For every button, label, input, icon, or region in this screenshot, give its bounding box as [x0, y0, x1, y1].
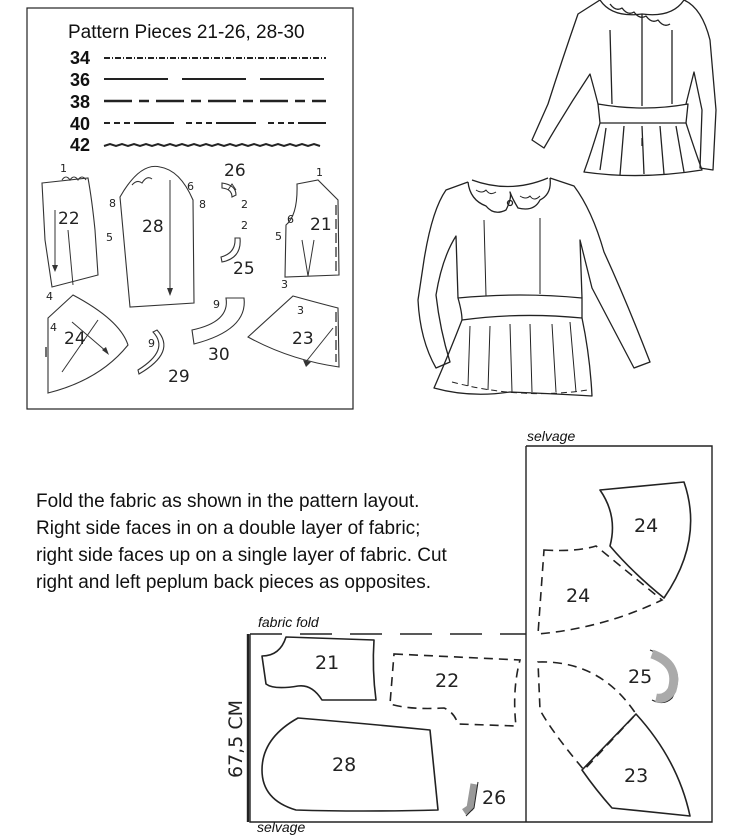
size-legend	[70, 48, 326, 155]
layout-piece-24-solid	[600, 482, 691, 598]
layout-piece-22-label: 22	[435, 670, 460, 692]
fabric-width-label: 67,5 CM	[225, 699, 247, 778]
layout-piece-26-shape	[464, 784, 474, 812]
piece-24-label: 24	[64, 329, 86, 349]
layout-piece-26-label: 26	[482, 787, 507, 809]
marker-3b: 3	[297, 304, 304, 317]
size-label-38: 38	[70, 92, 91, 112]
marker-4a: 4	[46, 290, 53, 303]
piece-30-thumb	[192, 298, 244, 365]
fabric-fold-label: fabric fold	[258, 614, 319, 630]
selvage-bottom-label: selvage	[257, 819, 306, 835]
panel-title: Pattern Pieces 21-26, 28-30	[68, 22, 305, 43]
piece-28-thumb	[109, 166, 206, 307]
marker-5b: 5	[275, 230, 282, 243]
layout-piece-28-label: 28	[332, 754, 357, 776]
marker-4b: 4	[50, 321, 57, 334]
layout-piece-23-dashed	[538, 662, 636, 770]
size-line-42	[104, 144, 320, 146]
layout-instructions	[36, 488, 506, 596]
piece-30-label: 30	[208, 345, 230, 365]
size-label-36: 36	[70, 70, 91, 90]
piece-24-thumb	[46, 290, 128, 393]
piece-21-thumb	[275, 166, 339, 291]
layout-piece-23-label: 23	[624, 765, 649, 787]
layout-piece-25-label: 25	[628, 666, 653, 688]
selvage-top-label: selvage	[527, 428, 576, 444]
layout-piece-25-band	[652, 654, 674, 698]
piece-22-label: 22	[58, 209, 80, 229]
marker-1a: 1	[60, 162, 67, 175]
size-label-40: 40	[70, 114, 91, 134]
instruction-line-2: Right side faces in on a double layer of fabric;	[36, 518, 421, 539]
layout-piece-21-label: 21	[315, 652, 340, 674]
marker-5a: 5	[106, 231, 113, 244]
marker-2b: 2	[241, 219, 248, 232]
piece-23-thumb	[248, 296, 339, 367]
marker-6b: 6	[287, 213, 294, 226]
piece-28-label: 28	[142, 217, 164, 237]
marker-8a: 8	[109, 197, 116, 210]
piece-23-label: 23	[292, 329, 314, 349]
blouse-back-illustration	[532, 0, 716, 176]
marker-2a: 2	[241, 198, 248, 211]
piece-26-label: 26	[224, 161, 246, 181]
piece-25-label: 25	[233, 259, 255, 279]
marker-1b: 1	[316, 166, 323, 179]
instruction-line-1: Fold the fabric as shown in the pattern layout.	[36, 491, 420, 512]
piece-21-label: 21	[310, 215, 332, 235]
piece-22-thumb	[42, 162, 113, 287]
piece-26-25-thumb	[221, 161, 255, 279]
pattern-pieces-panel	[27, 8, 353, 409]
blouse-front-illustration	[418, 178, 650, 396]
piece-29-thumb	[138, 330, 190, 387]
instruction-line-3: right side faces up on a single layer of fabric. Cut	[36, 545, 447, 566]
marker-6a: 6	[187, 180, 194, 193]
instruction-line-4: right and left peplum back pieces as opposites.	[36, 572, 432, 593]
marker-3a: 3	[281, 278, 288, 291]
layout-piece-24-dashed-label: 24	[566, 585, 591, 607]
piece-29-label: 29	[168, 367, 190, 387]
marker-8b: 8	[199, 198, 206, 211]
marker-9b: 9	[213, 298, 220, 311]
size-label-42: 42	[70, 135, 91, 155]
layout-piece-24-solid-label: 24	[634, 515, 659, 537]
marker-9a: 9	[148, 337, 155, 350]
size-label-34: 34	[70, 48, 91, 68]
layout-piece-24-dashed	[538, 546, 662, 634]
